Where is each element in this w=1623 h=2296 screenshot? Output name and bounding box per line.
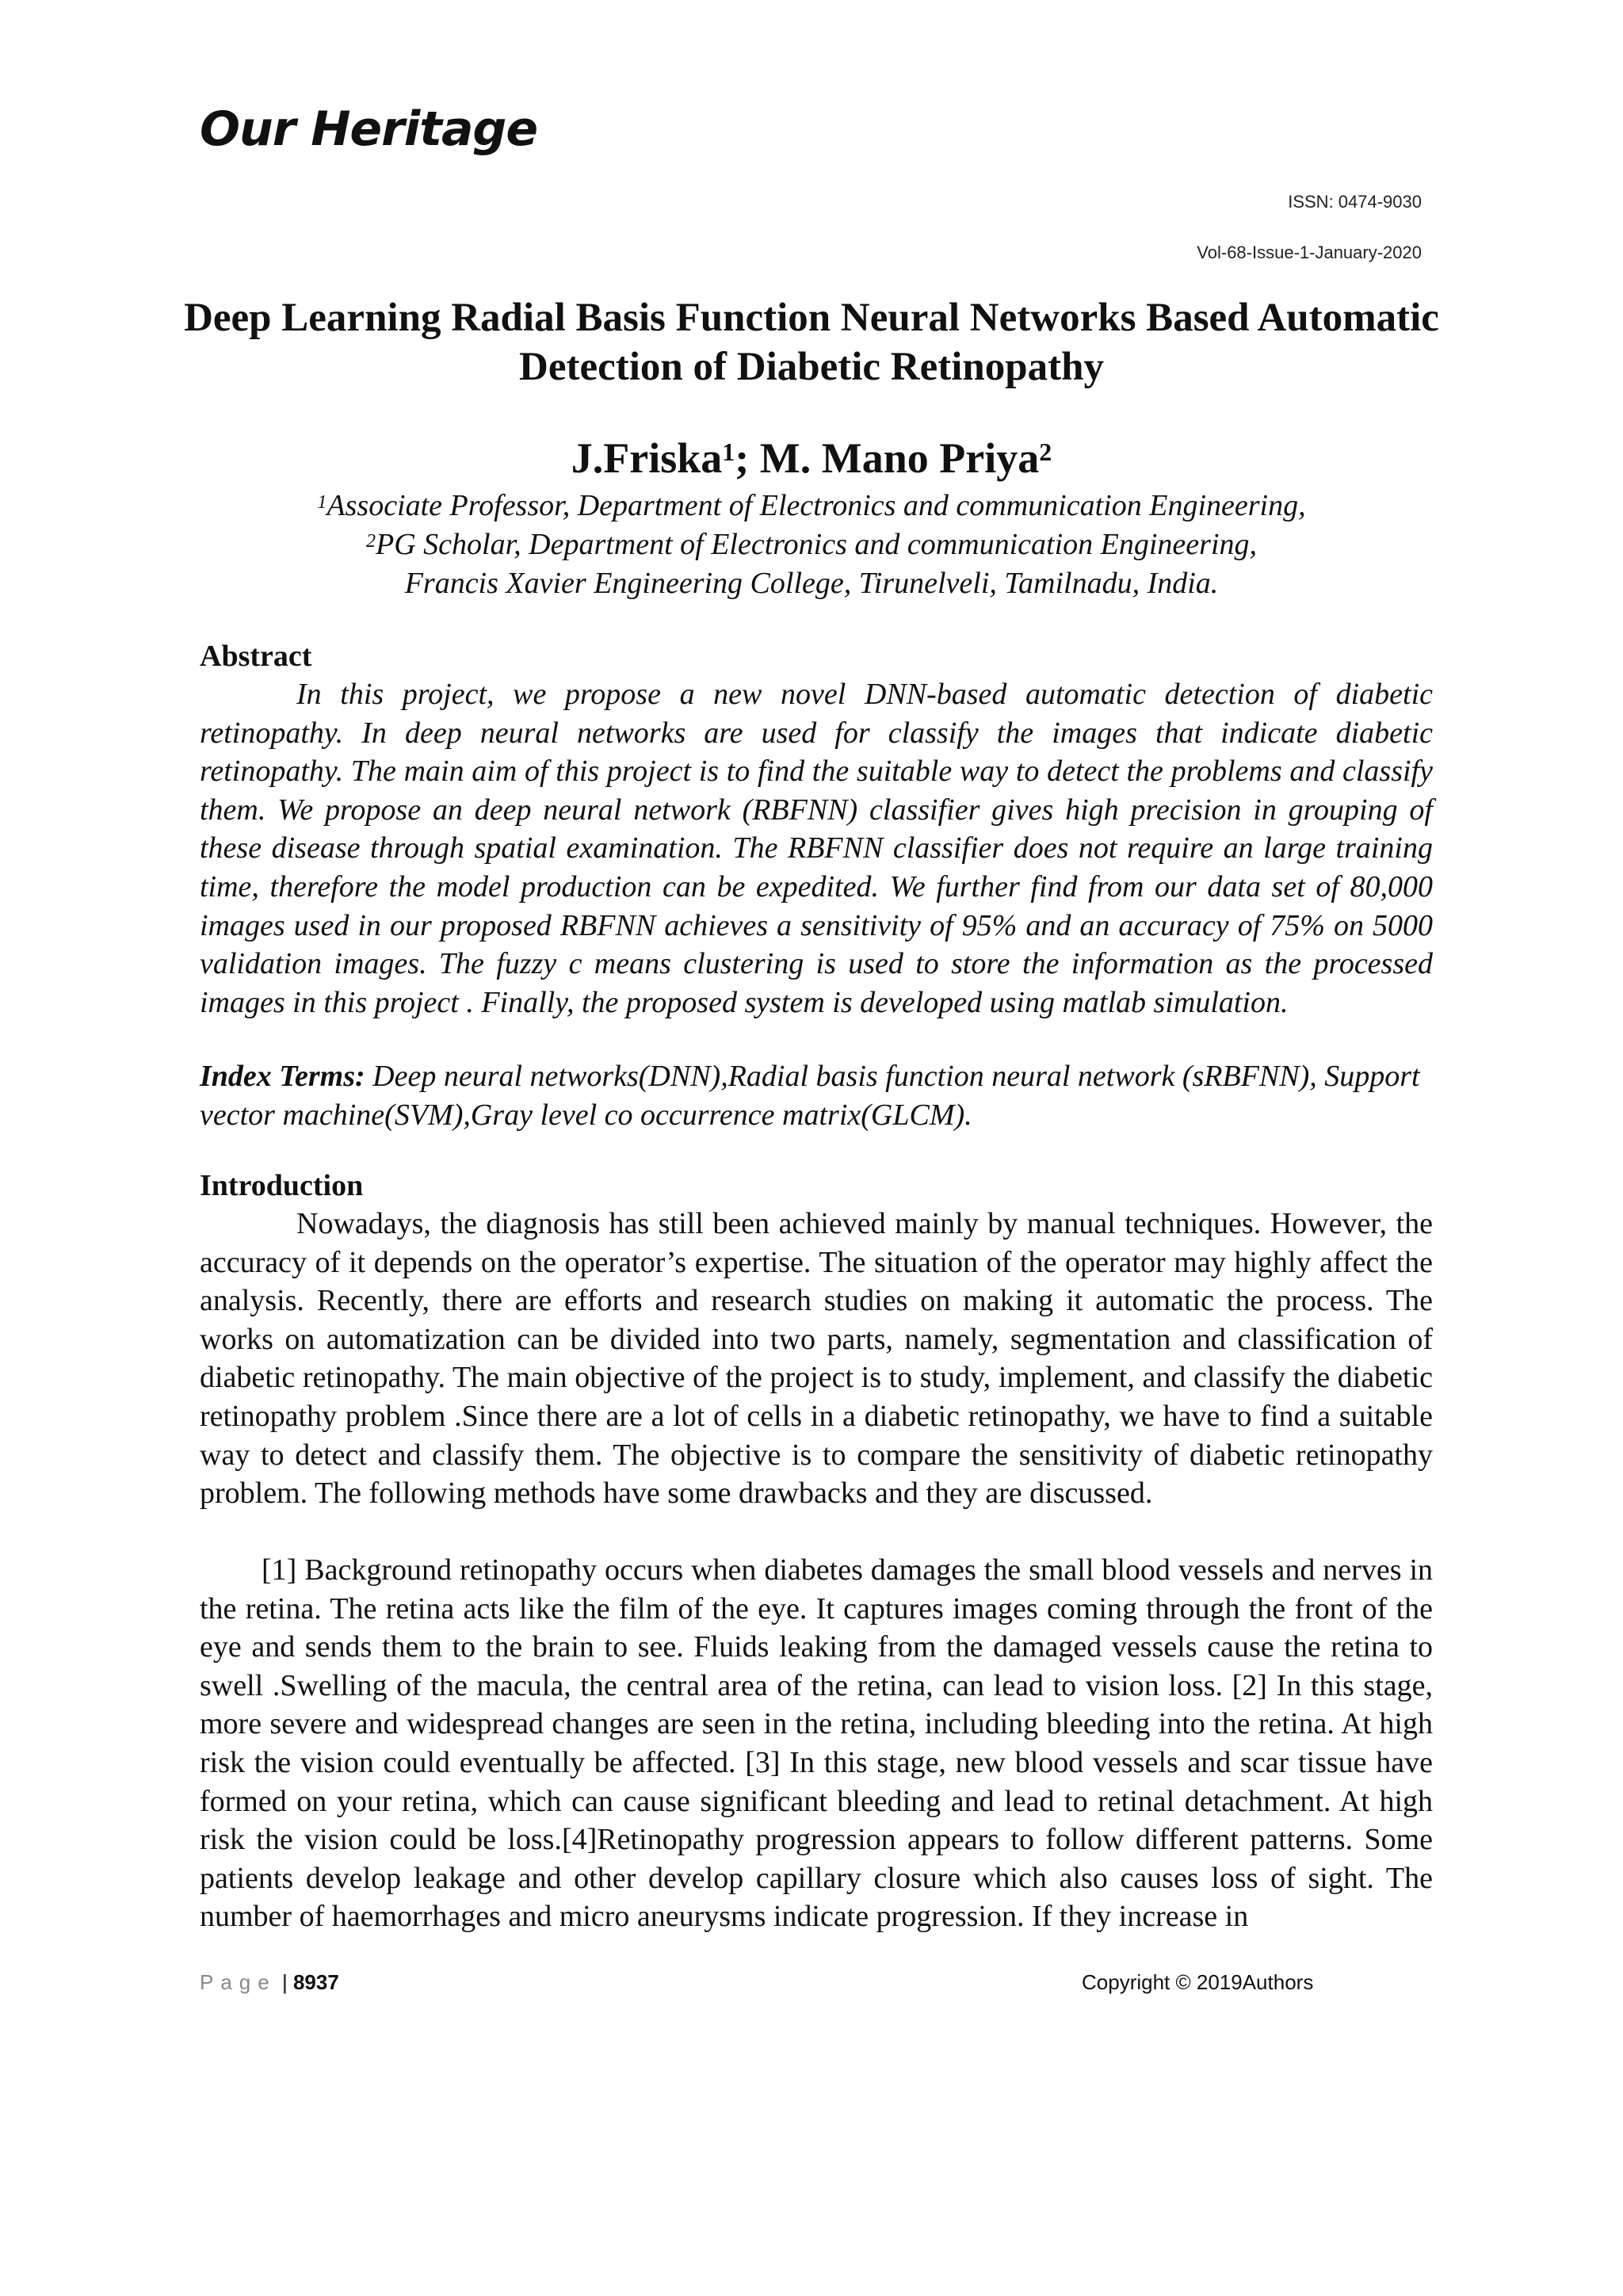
journal-name: Our Heritage [200, 101, 538, 157]
introduction-heading: Introduction [200, 1169, 364, 1202]
author-1: J.Friska [571, 434, 723, 482]
author-2: M. Mano Priya [759, 434, 1040, 482]
issn: ISSN: 0474-9030 [1288, 192, 1422, 212]
index-terms [200, 1057, 1433, 1134]
author-separator: ; [735, 434, 760, 482]
page-number: 8937 [292, 1970, 339, 1994]
affiliation-2-text: PG Scholar, Department of Electronics and communication Engineering, [375, 528, 1258, 561]
abstract-heading: Abstract [200, 640, 312, 673]
affiliations [158, 487, 1465, 603]
copyright: Copyright © 2019Authors [1082, 1970, 1314, 1994]
affiliation-2-mark: 2 [365, 531, 376, 552]
introduction-paragraph-2: [1] Background retinopathy occurs when diabetes damages the small blood vessels and nerves in the retina. The retina acts like the film of the eye. It captures images coming through the front of the eye and sends them to the brain to see. Fluids leaking from the damaged vessels cause the retina to swell .Swelling of the macula, the central area of the retina, can lead to vision loss. [2] In this stage, more severe and widespread changes are seen in the retina, including bleeding into the retina. At high risk the vision could eventually be affected. [3] In this stage, new blood vessels and scar tissue have formed on your retina, which can cause significant bleeding and lead to retinal detachment. At high risk the vision could be loss.[4]Retinopathy progression appears to follow different patterns. Some patients develop leakage and other develop capillary closure which also causes loss of sight. The number of haemorrhages and micro aneurysms indicate progression. If they increase in [200, 1553, 1433, 1934]
author-line [158, 433, 1465, 483]
volume-info: Vol-68-Issue-1-January-2020 [1197, 243, 1422, 262]
affiliation-3: Francis Xavier Engineering College, Tirunelveli, Tamilnadu, India. [404, 567, 1219, 600]
introduction-paragraph-1: Nowadays, the diagnosis has still been achieved mainly by manual techniques. However, the accuracy of it depends on the operator’s expertise. The situation of the operator may highly affect the analysis. Recently, there are efforts and research studies on making it automatic the process. The works on automatization can be divided into two parts, namely, segmentation and classification of diabetic retinopathy. The main objective of the project is to study, implement, and classify the diabetic retinopathy problem .Since there are a lot of cells in a diabetic retinopathy, we have to find a suitable way to detect and classify them. The objective is to compare the sensitivity of diabetic retinopathy problem. The following methods have some drawbacks and they are discussed. [200, 1207, 1433, 1511]
author-1-mark: 1 [722, 437, 735, 466]
affiliation-1-mark: 1 [317, 492, 327, 513]
page-separator: | [276, 1970, 293, 1994]
paper-title: Deep Learning Radial Basis Function Neural Networks Based Automatic Detection of Diabetic Retinopathy [184, 296, 1439, 389]
page-footer [200, 1970, 339, 1995]
page-label: Page [200, 1970, 277, 1994]
index-terms-text: Deep neural networks(DNN),Radial basis function neural network (sRBFNN), Support vector machine(SVM),Gray level co occurrence matrix(GLCM). [200, 1060, 1420, 1132]
affiliation-1 [158, 487, 1465, 525]
author-2-mark: 2 [1039, 437, 1052, 466]
index-terms-label: Index Terms: [200, 1060, 365, 1093]
affiliation-2 [158, 525, 1465, 564]
affiliation-1-text: Associate Professor, Department of Electronics and communication Engineering, [327, 489, 1306, 522]
abstract-text: In this project, we propose a new novel DNN-based automatic detection of diabetic retinopathy. In deep neural networks are used for classify the images that indicate diabetic retinopathy. The main aim of this project is to find the suitable way to detect the problems and classify them. We propose an deep neural network (RBFNN) classifier gives high precision in grouping of these disease through spatial examination. The RBFNN classifier does not require an large training time, therefore the model production can be expedited. We further find from our data set of 80,000 images used in our proposed RBFNN achieves a sensitivity of 95% and an accuracy of 75% on 5000 validation images. The fuzzy c means clustering is used to store the information as the processed images in this project . Finally, the proposed system is developed using matlab simulation. [200, 678, 1433, 1019]
